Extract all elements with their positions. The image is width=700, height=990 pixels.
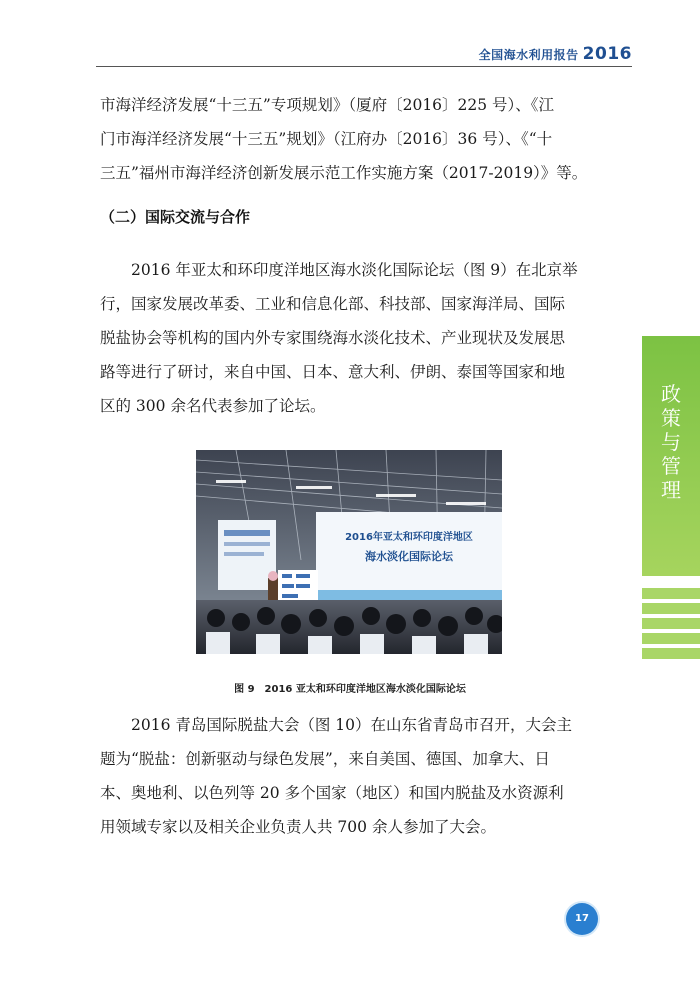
congress-paragraph (100, 708, 632, 844)
chapter-char: 管 (661, 454, 681, 478)
backdrop-title-line2: 海水淡化国际论坛 (365, 550, 453, 563)
text-line: 题为“脱盐：创新驱动与绿色发展”，来自美国、德国、加拿大、日 (100, 750, 550, 768)
stripe (642, 648, 700, 659)
stripe (642, 588, 700, 599)
text-line: 路等进行了研讨，来自中国、日本、意大利、伊朗、泰国等国家和地 (100, 363, 566, 381)
figure-caption: 图 9 2016 亚太和环印度洋地区海水淡化国际论坛 (234, 684, 466, 695)
stripe (642, 618, 700, 629)
text-line: 2016 年亚太和环印度洋地区海水淡化国际论坛（图 9）在北京举 (131, 261, 578, 279)
chapter-char: 与 (661, 430, 681, 454)
text-line: 区的 300 余名代表参加了论坛。 (100, 397, 326, 415)
text-line: 市海洋经济发展“十三五”专项规划》（厦府〔2016〕225 号）、《江 (100, 96, 555, 114)
text-line: 2016 青岛国际脱盐大会（图 10）在山东省青岛市召开，大会主 (131, 716, 573, 734)
forum-photo (196, 450, 502, 654)
text-line: 行，国家发展改革委、工业和信息化部、科技部、国家海洋局、国际 (100, 295, 566, 313)
header-title (479, 44, 632, 64)
page-number: 17 (566, 903, 598, 935)
chapter-tab (642, 336, 700, 576)
chapter-tab-label (642, 382, 700, 502)
stripe (642, 633, 700, 644)
chapter-tab-stripes (642, 588, 700, 663)
stripe (642, 603, 700, 614)
intro-paragraph (100, 88, 632, 190)
report-title: 全国海水利用报告 (478, 48, 579, 62)
chapter-char: 政 (661, 382, 681, 406)
section-heading: （二）国际交流与合作 (100, 208, 251, 226)
backdrop-title-line1: 2016年亚太和环印度洋地区 (345, 532, 473, 543)
text-line: 门市海洋经济发展“十三五”规划》（江府办〔2016〕36 号）、《“十 (100, 130, 553, 148)
text-line: 用领域专家以及相关企业负责人共 700 余人参加了大会。 (100, 818, 496, 836)
header-divider (96, 66, 632, 67)
text-line: 脱盐协会等机构的国内外专家围绕海水淡化技术、产业现状及发展思 (100, 329, 566, 347)
forum-paragraph (100, 253, 632, 423)
report-year: 2016 (582, 44, 632, 64)
forum-photo-illustration (196, 450, 502, 654)
chapter-char: 理 (661, 478, 681, 502)
text-line: 三五”福州市海洋经济创新发展示范工作实施方案（2017-2019）》等。 (100, 164, 588, 182)
text-line: 本、奥地利、以色列等 20 多个国家（地区）和国内脱盐及水资源利 (100, 784, 564, 802)
chapter-char: 策 (661, 406, 681, 430)
